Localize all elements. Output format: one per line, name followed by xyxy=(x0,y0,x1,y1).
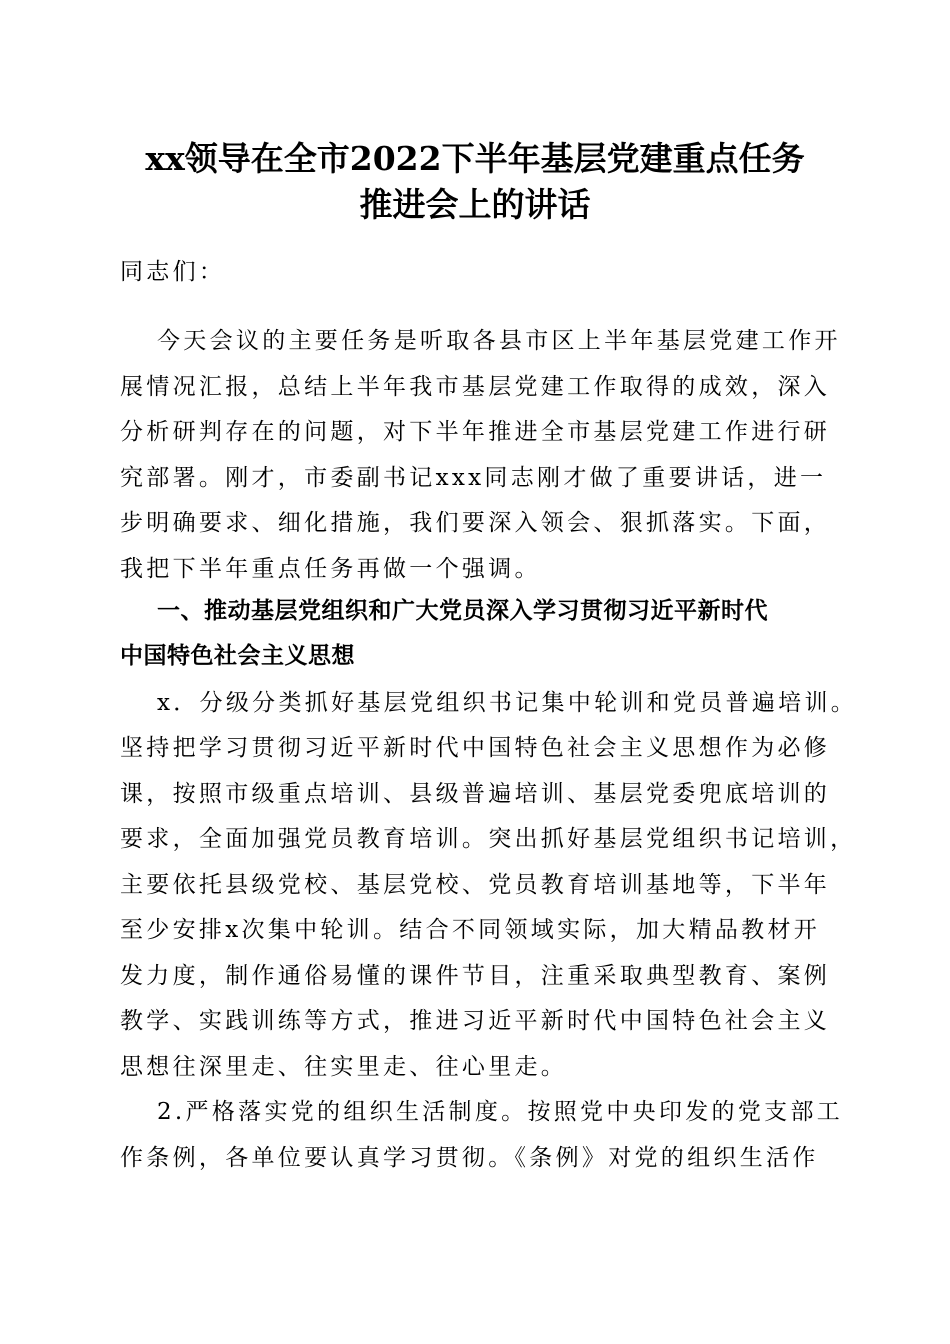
paragraph-line: 课，按照市级重点培训、县级普遍培训、基层党委兜底培训的 xyxy=(120,781,831,807)
paragraph-line: 作条例，各单位要认真学习贯彻。《条例》对党的组织生活作 xyxy=(120,1145,819,1171)
paragraph-line: 思想往深里走、往实里走、往心里走。 xyxy=(120,1054,568,1080)
paragraph-line: 分析研判存在的问题，对下半年推进全市基层党建工作进行研 xyxy=(120,419,831,445)
section-heading-line: 中国特色社会主义思想 xyxy=(120,643,355,669)
paragraph-line: 我把下半年重点任务再做一个强调。 xyxy=(120,556,541,582)
paragraph-line: 主要依托县级党校、基层党校、党员教育培训基地等，下半年 xyxy=(120,872,831,898)
document-title-line-1: xx领导在全市2022下半年基层党建重点任务 xyxy=(145,139,805,178)
paragraph-line: 同志们： xyxy=(120,259,226,285)
paragraph-line: 至少安排x次集中轮训。结合不同领域实际，加大精品教材开 xyxy=(120,917,821,943)
paragraph-line: 发力度，制作通俗易懂的课件节目，注重采取典型教育、案例 xyxy=(120,963,831,989)
paragraph-line: 坚持把学习贯彻习近平新时代中国特色社会主义思想作为必修 xyxy=(120,735,831,761)
paragraph-line: x．分级分类抓好基层党组织书记集中轮训和党员普遍培训。 xyxy=(157,690,858,716)
paragraph-line: 要求，全面加强党员教育培训。突出抓好基层党组织书记培训， xyxy=(120,826,857,852)
document-title-line-2: 推进会上的讲话 xyxy=(359,185,591,224)
paragraph-line: 2.严格落实党的组织生活制度。按照党中央印发的党支部工 xyxy=(157,1099,844,1125)
paragraph-line: 展情况汇报，总结上半年我市基层党建工作取得的成效，深入 xyxy=(120,374,831,400)
paragraph-line: 究部署。刚才，市委副书记xxx同志刚才做了重要讲话，进一 xyxy=(120,465,827,491)
section-heading-line: 一、推动基层党组织和广大党员深入学习贯彻习近平新时代 xyxy=(157,598,768,624)
paragraph-line: 步明确要求、细化措施，我们要深入领会、狠抓落实。下面， xyxy=(120,510,831,536)
paragraph-line: 教学、实践训练等方式，推进习近平新时代中国特色社会主义 xyxy=(120,1008,831,1034)
paragraph-line: 今天会议的主要任务是听取各县市区上半年基层党建工作开 xyxy=(157,328,841,354)
